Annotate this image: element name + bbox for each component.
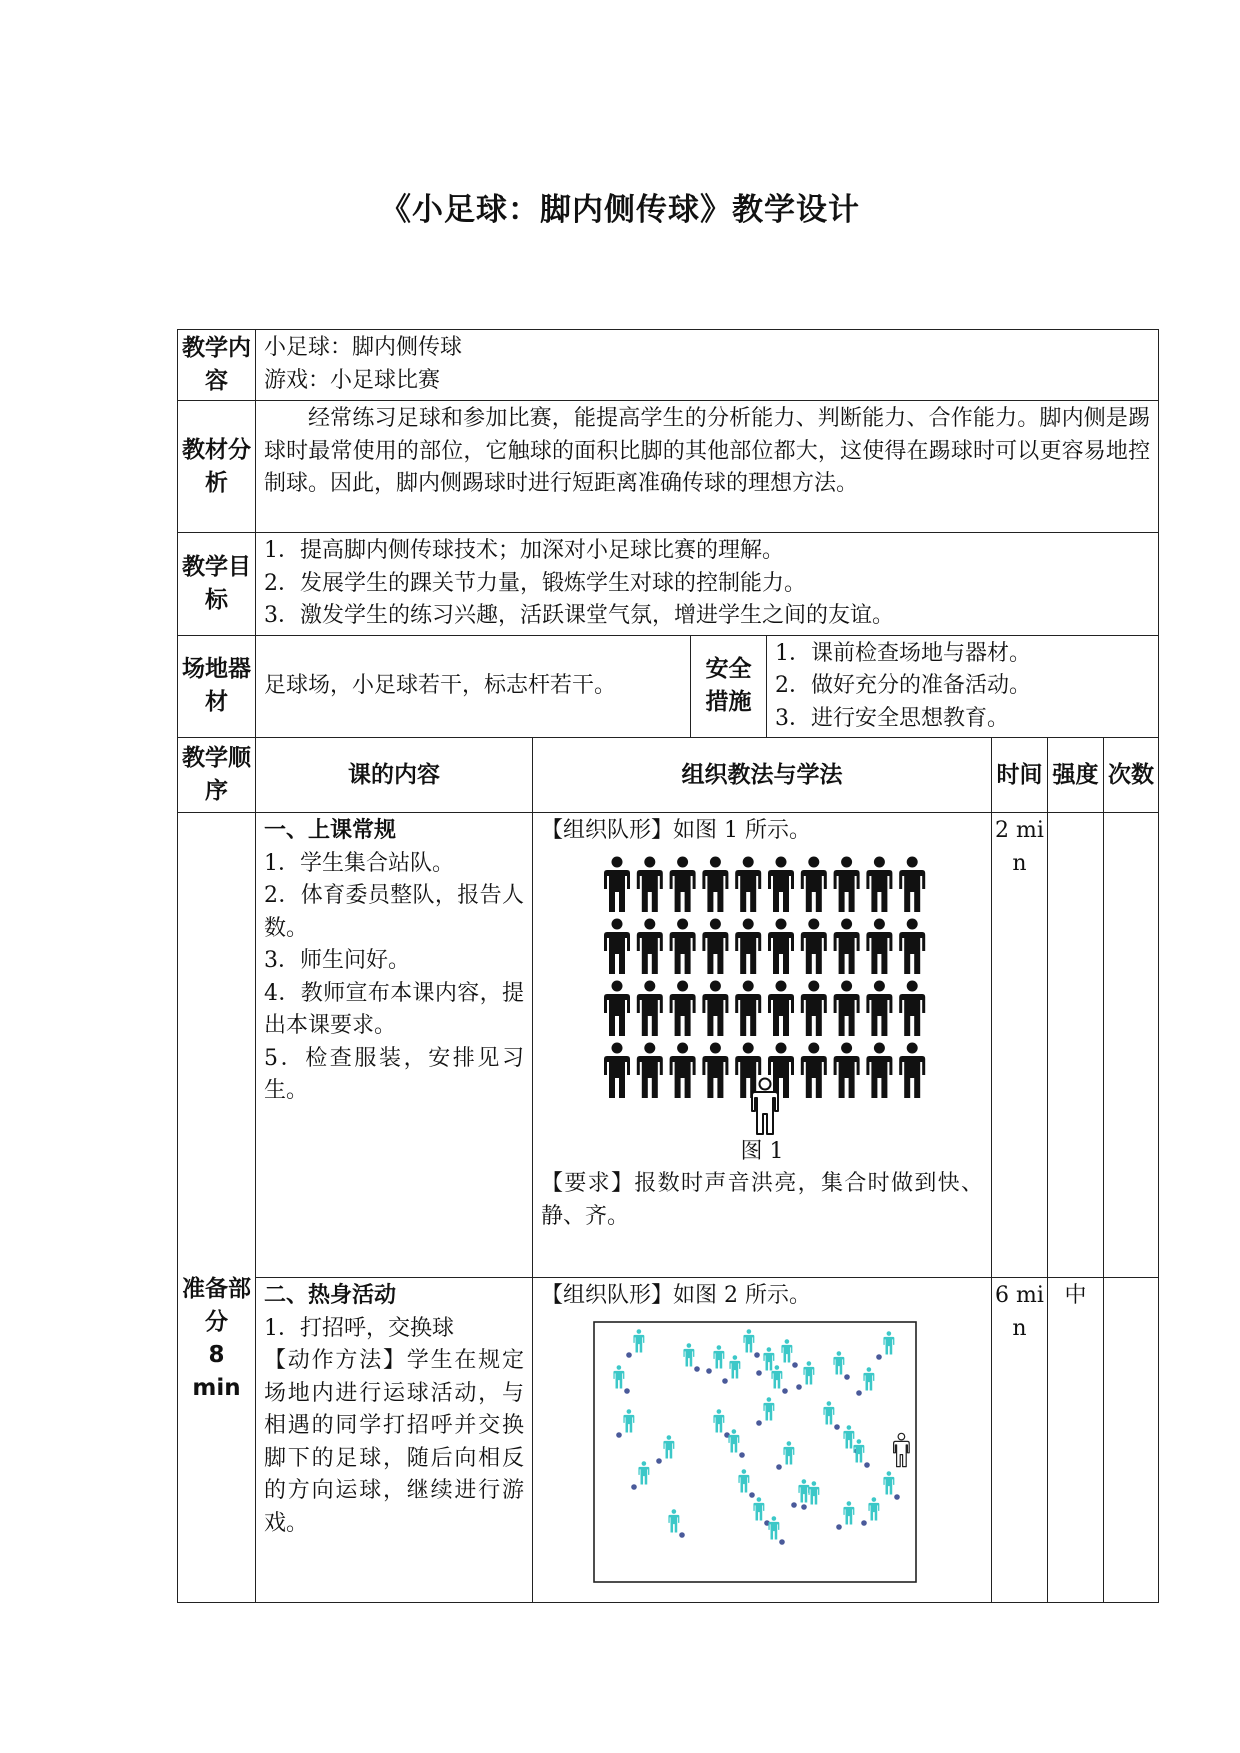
ball-icon (624, 1388, 630, 1394)
student-icon (834, 1042, 860, 1098)
ball-icon (722, 1378, 728, 1384)
ball-icon (656, 1458, 662, 1464)
student-icon (768, 1042, 794, 1098)
part2-method (533, 1278, 992, 1603)
ball-icon (796, 1384, 802, 1390)
ball-icon (801, 1504, 807, 1510)
venue-text: 足球场，小足球若干，标志杆若干。 (256, 635, 691, 738)
part1-heading: 一、上课常规 (264, 818, 397, 843)
student-icon (866, 1042, 892, 1098)
ball-icon (861, 1520, 867, 1526)
student-icon (899, 980, 925, 1036)
section-label-cell (178, 813, 256, 1603)
student-icon (670, 1042, 696, 1098)
student-icon (801, 980, 827, 1036)
student-icon (899, 856, 925, 912)
part2-org-title: 【组织队形】如图 2 所示。 (541, 1283, 811, 1308)
teaching-content-cell (256, 330, 1159, 401)
part1-content (256, 813, 533, 1278)
ball-icon (739, 1452, 745, 1458)
ball-icon (756, 1370, 762, 1376)
student-icon (670, 856, 696, 912)
student-icon (637, 980, 663, 1036)
ball-icon (876, 1354, 882, 1360)
student-icon (768, 980, 794, 1036)
part1-count (1104, 813, 1159, 1278)
header-method: 组织教法与学法 (533, 738, 992, 813)
safety-item: 1．课前检查场地与器材。 (775, 640, 1031, 666)
part1-intensity (1048, 813, 1104, 1278)
part1-org-title: 【组织队形】如图 1 所示。 (541, 818, 811, 843)
ball-icon (792, 1362, 798, 1368)
row-part1 (178, 813, 1159, 1278)
formation-figure-2 (593, 1321, 917, 1583)
part1-item: 4．教师宣布本课内容，提出本课要求。 (264, 980, 524, 1038)
student-icon (702, 918, 728, 974)
student-icon (801, 918, 827, 974)
row-part2 (178, 1278, 1159, 1603)
row-venue-safety (178, 635, 1159, 738)
ball-icon (616, 1432, 622, 1438)
student-icon (637, 856, 663, 912)
student-icon (735, 918, 761, 974)
student-icon (604, 980, 630, 1036)
part2-method-text: 【动作方法】学生在规定场地内进行运球活动，与相遇的同学打招呼并交换脚下的足球，随后向相反的方向运球，继续进行游戏。 (264, 1348, 524, 1536)
part2-heading: 二、热身活动 (264, 1283, 397, 1308)
ball-icon (894, 1494, 900, 1500)
student-icon (604, 1042, 630, 1098)
section-duration-unit: min (192, 1374, 241, 1401)
ball-icon (844, 1374, 850, 1380)
safety-item: 2．做好充分的准备活动。 (775, 673, 1031, 698)
label-venue: 场地器材 (178, 635, 256, 738)
part2-content (256, 1278, 533, 1603)
label-safety: 安全措施 (691, 635, 767, 738)
student-icon (637, 918, 663, 974)
part1-item: 2．体育委员整队，报告人数。 (264, 883, 524, 941)
header-content: 课的内容 (256, 738, 533, 813)
ball-icon (679, 1532, 685, 1538)
ball-icon (791, 1502, 797, 1508)
content-line: 游戏：小足球比赛 (264, 367, 441, 393)
student-icon (735, 856, 761, 912)
section-duration-value: 8 (208, 1341, 225, 1368)
teaching-goals-cell (256, 533, 1159, 636)
student-icon (604, 856, 630, 912)
part2-count (1104, 1278, 1159, 1603)
row-material-analysis (178, 401, 1159, 533)
student-icon (637, 1042, 663, 1098)
material-analysis-text: 经常练习足球和参加比赛，能提高学生的分析能力、判断能力、合作能力。脚内侧是踢球时最常使用的部位，它触球的面积比脚的其他部位都大，这使得在踢球时可以更容易地控制球。因此，脚内侧踢球时进行短距离准确传球的理想方法。 (256, 401, 1159, 533)
goal-item: 3．激发学生的练习兴趣，活跃课堂气氛，增进学生之间的友谊。 (264, 603, 894, 628)
student-icon (702, 1042, 728, 1098)
ball-icon (706, 1368, 712, 1374)
header-intensity: 强度 (1048, 738, 1104, 813)
student-icon (866, 980, 892, 1036)
student-icon (702, 980, 728, 1036)
part2-intensity: 中 (1048, 1278, 1104, 1603)
ball-icon (864, 1462, 870, 1468)
field-border (594, 1322, 916, 1582)
student-icon (735, 1042, 761, 1098)
part2-time: 6 min (992, 1278, 1048, 1603)
part1-requirement: 【要求】报数时声音洪亮，集合时做到快、静、齐。 (541, 1171, 983, 1229)
student-icon (834, 980, 860, 1036)
student-icon (670, 980, 696, 1036)
safety-item: 3．进行安全思想教育。 (775, 705, 1009, 731)
row-teaching-content (178, 330, 1159, 401)
page-title: 《小足球：脚内侧传球》教学设计 (380, 192, 860, 228)
student-icon (866, 856, 892, 912)
ball-icon (779, 1539, 785, 1545)
student-icon (768, 918, 794, 974)
goal-item: 1．提高脚内侧传球技术；加深对小足球比赛的理解。 (264, 538, 784, 563)
ball-icon (626, 1352, 632, 1358)
student-icon (735, 980, 761, 1036)
figure-1-caption: 图 1 (740, 1138, 784, 1164)
part1-item: 3．师生问好。 (264, 948, 410, 973)
student-icon (899, 918, 925, 974)
ball-icon (834, 1424, 840, 1430)
part1-item: 5．检查服装，安排见习生。 (264, 1045, 524, 1103)
student-icon (834, 856, 860, 912)
row-column-headers (178, 738, 1159, 813)
student-icon (768, 856, 794, 912)
ball-icon (756, 1420, 762, 1426)
label-teaching-content: 教学内容 (178, 330, 256, 401)
lesson-plan-table (177, 329, 1159, 1603)
label-material-analysis: 教材分析 (178, 401, 256, 533)
ball-icon (749, 1492, 755, 1498)
student-icon (834, 918, 860, 974)
header-order: 教学顺序 (178, 738, 256, 813)
ball-icon (836, 1524, 842, 1530)
ball-icon (856, 1390, 862, 1396)
label-teaching-goals: 教学目标 (178, 533, 256, 636)
student-icon (801, 856, 827, 912)
student-icon (604, 918, 630, 974)
part1-item: 1．学生集合站队。 (264, 850, 454, 876)
part1-time: 2 min (992, 813, 1048, 1278)
section-label: 准备部分 (182, 1275, 251, 1335)
student-icon (702, 856, 728, 912)
ball-icon (694, 1366, 700, 1372)
ball-icon (754, 1352, 760, 1358)
goal-item: 2．发展学生的踝关节力量，锻炼学生对球的控制能力。 (264, 570, 806, 596)
header-time: 时间 (992, 738, 1048, 813)
content-line: 小足球：脚内侧传球 (264, 335, 463, 360)
student-icon (866, 918, 892, 974)
student-icon (899, 1042, 925, 1098)
student-icon (670, 918, 696, 974)
student-icon (801, 1042, 827, 1098)
ball-icon (631, 1484, 637, 1490)
ball-icon (782, 1388, 788, 1394)
part1-method (533, 813, 992, 1278)
row-teaching-goals (178, 533, 1159, 636)
formation-figure-1 (601, 854, 931, 1136)
part2-line: 1．打招呼，交换球 (264, 1315, 454, 1341)
header-count: 次数 (1104, 738, 1159, 813)
safety-cell (767, 635, 1159, 738)
ball-icon (776, 1464, 782, 1470)
